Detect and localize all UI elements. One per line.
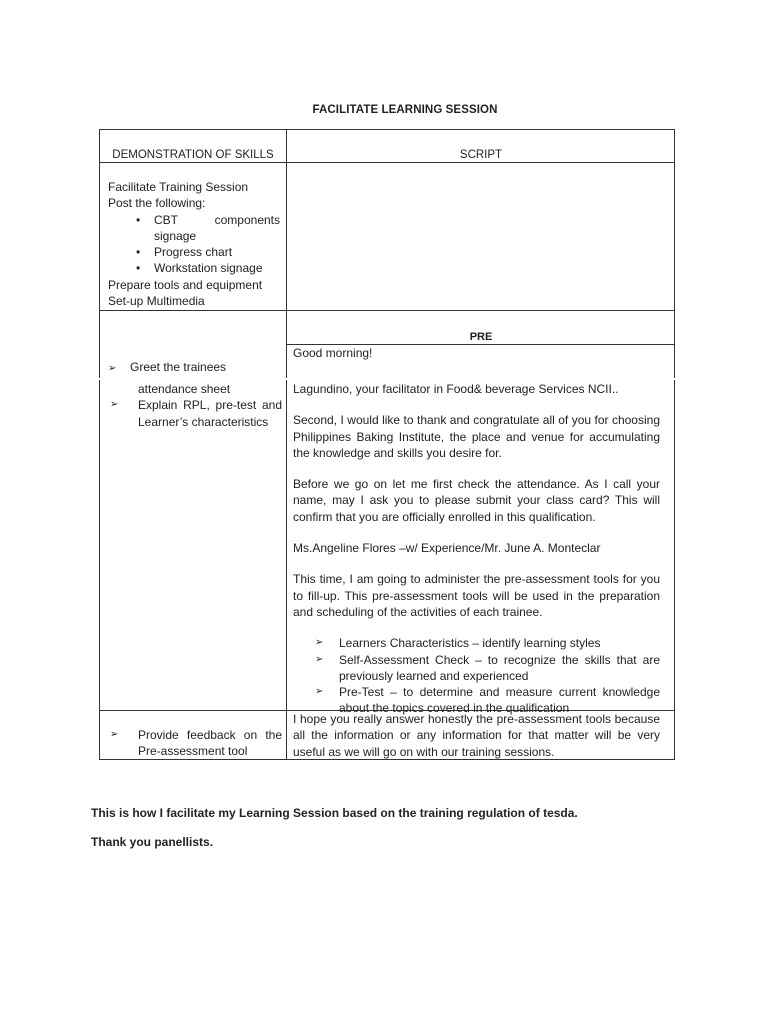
- skills-line: Post the following:: [108, 196, 206, 211]
- page-title: FACILITATE LEARNING SESSION: [312, 104, 498, 116]
- script-paragraph: Ms.Angeline Flores –w/ Experience/Mr. June A. Monteclar: [293, 541, 601, 556]
- closing-statement: This is how I facilitate my Learning Session based on the training regulation of tesda.: [91, 806, 578, 820]
- explain-label: Explain RPL, pre-test and Learner’s characteristics: [138, 398, 282, 429]
- arrow-bullet-icon: ➢: [315, 686, 324, 698]
- skills-line: Prepare tools and equipment: [108, 277, 263, 292]
- list-item: ➢ Learners Characteristics – identify learning styles: [315, 636, 601, 651]
- greet-script: Good morning!: [293, 346, 373, 360]
- script-paragraph: Second, I would like to thank and congratulate all of you for choosing Philippines Baking Institute, the place and venue for accumulating the knowledge and skills you desire for.: [293, 413, 660, 460]
- row-divider: [100, 310, 674, 311]
- list-item: ➢ Pre-Test – to determine and measure current knowledge about the topics covered in the qualification: [315, 685, 660, 716]
- arrow-bullet-icon: ➢: [315, 653, 324, 665]
- arrow-bullet-icon: ➢: [108, 363, 117, 374]
- skills-cell: [108, 179, 280, 309]
- skills-line: Set-up Multimedia: [108, 294, 205, 309]
- session-table-top: [99, 129, 675, 378]
- signage-list: [108, 212, 280, 277]
- skills-line: Facilitate Training Session: [108, 180, 249, 194]
- attendance-cell: [110, 381, 282, 430]
- explain-item: [110, 397, 282, 430]
- pre-assessment-list: [293, 635, 660, 716]
- arrow-bullet-icon: ➢: [110, 399, 119, 411]
- arrow-bullet-icon: ➢: [315, 637, 324, 649]
- section-label-pre: PRE: [469, 331, 493, 343]
- feedback-script: I hope you really answer honestly the pre-assessment tools because all the information or any information for that matter will be very useful as we will go on with our training sessions.: [293, 712, 660, 759]
- attendance-text: attendance sheet: [138, 382, 231, 396]
- script-paragraph: Before we go on let me first check the attendance. As I call your name, may I ask you to please submit your class card? This will confirm that you are officially enrolled in this qualification.: [293, 477, 660, 524]
- list-item: ➢ Self-Assessment Check – to recognize the skills that are previously learned and experienced: [315, 652, 660, 683]
- closing-thanks: Thank you panellists.: [91, 835, 214, 849]
- column-header-skills: DEMONSTRATION OF SKILLS: [112, 149, 274, 161]
- script-paragraph: Lagundino, your facilitator in Food& beverage Services NCII..: [293, 382, 619, 396]
- column-header-script: SCRIPT: [459, 149, 503, 161]
- list-item: • Workstation signage: [108, 260, 280, 276]
- feedback-label: Provide feedback on the Pre-assessment tool: [138, 728, 282, 759]
- feedback-item: [110, 727, 282, 760]
- list-item: • CBT components signage: [108, 212, 280, 245]
- greet-item: [108, 359, 226, 377]
- script-paragraph: This time, I am going to administer the pre-assessment tools for you to fill-up. This pre-assessment tools will be used in the preparation and scheduling of the activities of each trainee.: [293, 572, 660, 619]
- arrow-bullet-icon: ➢: [110, 729, 119, 740]
- script-cell: [293, 381, 660, 717]
- greet-label: Greet the trainees: [130, 360, 227, 374]
- column-divider: [286, 380, 287, 759]
- list-item: • Progress chart: [108, 244, 280, 260]
- session-table-bottom: [99, 380, 675, 760]
